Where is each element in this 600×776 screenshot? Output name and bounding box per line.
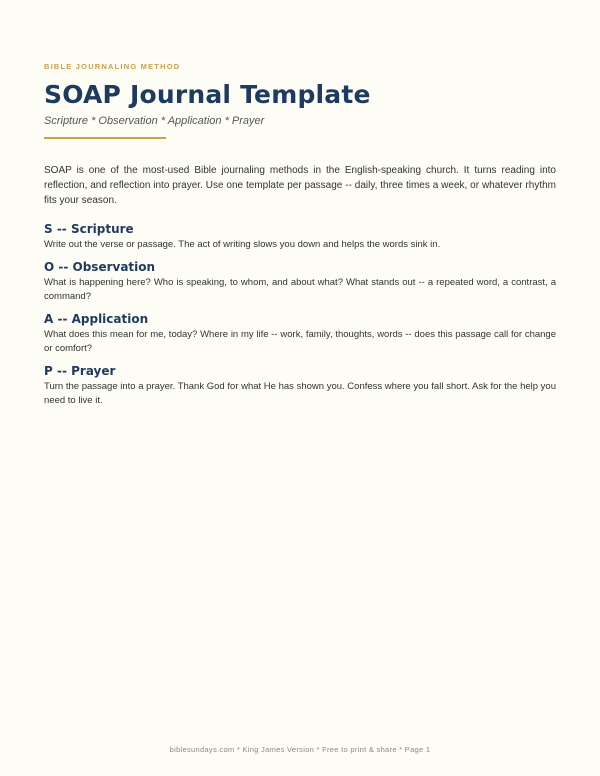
page-subtitle: Scripture * Observation * Application * Prayer	[44, 115, 265, 127]
section-prayer	[44, 362, 556, 408]
page-footer: biblesundays.com * King James Version * Free to print & share * Page 1	[169, 745, 431, 754]
section-body: What does this mean for me, today? Where in my life -- work, family, thoughts, words -- does this passage call for change or comfort?	[44, 329, 556, 354]
section-heading: A -- Application	[44, 312, 149, 326]
title-divider	[44, 137, 166, 139]
section-body: What is happening here? Who is speaking, to whom, and about what? What stands out -- a repeated word, a contrast, a command?	[44, 277, 556, 302]
section-observation	[44, 258, 556, 304]
soap-sections	[44, 220, 556, 414]
section-body: Write out the verse or passage. The act of writing slows you down and helps the words sink in.	[44, 239, 441, 250]
section-heading: O -- Observation	[44, 260, 156, 274]
eyebrow-label: BIBLE JOURNALING METHOD	[44, 62, 181, 71]
page-title: SOAP Journal Template	[44, 80, 371, 109]
section-application	[44, 310, 556, 356]
section-heading: P -- Prayer	[44, 364, 116, 378]
intro-paragraph: SOAP is one of the most-used Bible journaling methods in the English-speaking church. It turns reading into reflection, and reflection into prayer. Use one template per passage -- daily, three times a week, or whatever rhythm fits your season.	[44, 165, 556, 206]
section-scripture	[44, 220, 556, 252]
section-heading: S -- Scripture	[44, 222, 134, 236]
section-body: Turn the passage into a prayer. Thank God for what He has shown you. Confess where you fall short. Ask for the help you need to live it.	[44, 381, 556, 406]
